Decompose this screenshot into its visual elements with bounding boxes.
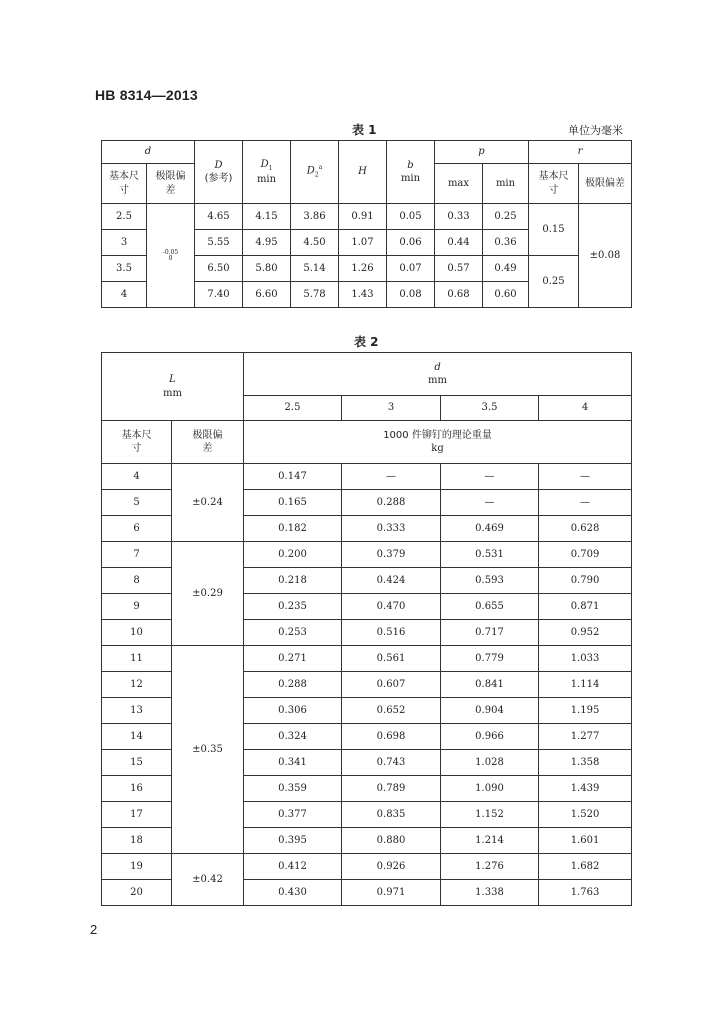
weight-cell: 0.709 (539, 542, 632, 568)
weight-cell: 0.593 (441, 568, 539, 594)
table1-unit: 单位为毫米 (568, 124, 623, 137)
weight-cell: 0.743 (342, 750, 441, 776)
length-cell: 14 (102, 724, 172, 750)
length-cell: 5 (102, 490, 172, 516)
col-p-min: min (483, 164, 529, 204)
weight-cell: 0.395 (244, 828, 342, 854)
weight-cell: 1.276 (441, 854, 539, 880)
weight-cell: 0.779 (441, 646, 539, 672)
weight-cell: 0.926 (342, 854, 441, 880)
weight-cell: 1.090 (441, 776, 539, 802)
cell: 0.08 (387, 282, 435, 308)
table2-title: 表 2 (354, 335, 379, 349)
length-cell: 10 (102, 620, 172, 646)
cell: 5.78 (291, 282, 339, 308)
cell: 1.07 (339, 230, 387, 256)
basic-size-header: 基本尺寸 (102, 421, 172, 464)
weight-cell: 1.114 (539, 672, 632, 698)
weight-cell: 0.470 (342, 594, 441, 620)
col-D1: $D_1$ min (243, 141, 291, 204)
cell: 0.44 (435, 230, 483, 256)
length-cell: 8 (102, 568, 172, 594)
length-cell: 13 (102, 698, 172, 724)
weight-cell: 1.763 (539, 880, 632, 906)
weight-cell: 0.469 (441, 516, 539, 542)
weight-cell: 0.717 (441, 620, 539, 646)
table-row (102, 542, 632, 568)
weight-cell: — (441, 490, 539, 516)
table-row (102, 646, 632, 672)
weight-cell: 0.516 (342, 620, 441, 646)
length-cell: 16 (102, 776, 172, 802)
col-d: d (102, 141, 195, 164)
weight-cell: 0.790 (539, 568, 632, 594)
cell: 5.55 (195, 230, 243, 256)
cell: 6.50 (195, 256, 243, 282)
cell: 0.68 (435, 282, 483, 308)
col-b: b min (387, 141, 435, 204)
weight-cell: 0.531 (441, 542, 539, 568)
cell: 1.43 (339, 282, 387, 308)
col-r: r (529, 141, 632, 164)
length-cell: 18 (102, 828, 172, 854)
cell: 2.5 (102, 204, 147, 230)
weight-cell: 0.628 (539, 516, 632, 542)
weight-cell: 0.200 (244, 542, 342, 568)
cell: 0.25 (483, 204, 529, 230)
weight-cell: 0.952 (539, 620, 632, 646)
col-D2: $D_2^a$ (291, 141, 339, 204)
cell: 5.80 (243, 256, 291, 282)
weight-cell: 1.520 (539, 802, 632, 828)
weight-cell: 1.028 (441, 750, 539, 776)
r-basic-2: 0.25 (529, 256, 579, 308)
table1 (101, 140, 632, 308)
d-value: 2.5 (244, 396, 342, 421)
weight-cell: 0.871 (539, 594, 632, 620)
d-value: 3 (342, 396, 441, 421)
weight-cell: 1.277 (539, 724, 632, 750)
col-p: p (435, 141, 529, 164)
cell: 0.05 (387, 204, 435, 230)
cell: 7.40 (195, 282, 243, 308)
weight-cell: 0.607 (342, 672, 441, 698)
col-d-basic: 基本尺寸 (102, 164, 147, 204)
weight-cell: 0.288 (342, 490, 441, 516)
weight-cell: — (539, 464, 632, 490)
length-cell: 7 (102, 542, 172, 568)
weight-cell: 1.195 (539, 698, 632, 724)
length-cell: 11 (102, 646, 172, 672)
length-cell: 6 (102, 516, 172, 542)
table-row (102, 204, 632, 230)
weight-cell: 1.214 (441, 828, 539, 854)
weight-cell: 0.841 (441, 672, 539, 698)
weight-cell: 0.880 (342, 828, 441, 854)
tolerance-cell: ±0.35 (172, 646, 244, 854)
weight-cell: 0.904 (441, 698, 539, 724)
cell: 3.5 (102, 256, 147, 282)
weight-cell: 0.253 (244, 620, 342, 646)
cell: 0.07 (387, 256, 435, 282)
weight-cell: — (441, 464, 539, 490)
weight-cell: 0.165 (244, 490, 342, 516)
weight-cell: 0.424 (342, 568, 441, 594)
cell: 1.26 (339, 256, 387, 282)
weight-cell: 0.182 (244, 516, 342, 542)
col-r-tol: 极限偏差 (579, 164, 632, 204)
cell: 0.36 (483, 230, 529, 256)
tolerance-cell: ±0.42 (172, 854, 244, 906)
page-number: 2 (90, 922, 98, 937)
length-cell: 9 (102, 594, 172, 620)
weight-cell: 0.655 (441, 594, 539, 620)
cell: 5.14 (291, 256, 339, 282)
L-header: L mm (102, 353, 244, 421)
length-cell: 15 (102, 750, 172, 776)
weight-cell: 1.601 (539, 828, 632, 854)
col-r-basic: 基本尺寸 (529, 164, 579, 204)
weight-cell: 1.338 (441, 880, 539, 906)
length-cell: 19 (102, 854, 172, 880)
d-value: 4 (539, 396, 632, 421)
col-D: D (参考) (195, 141, 243, 204)
length-cell: 20 (102, 880, 172, 906)
weight-cell: 0.147 (244, 464, 342, 490)
weight-cell: 0.698 (342, 724, 441, 750)
cell: 4 (102, 282, 147, 308)
cell: 0.06 (387, 230, 435, 256)
cell: 0.57 (435, 256, 483, 282)
weight-cell: 0.430 (244, 880, 342, 906)
table1-title: 表 1 (352, 123, 377, 137)
weight-cell: 0.306 (244, 698, 342, 724)
weight-cell: — (342, 464, 441, 490)
weight-cell: 0.341 (244, 750, 342, 776)
length-cell: 4 (102, 464, 172, 490)
cell: 3 (102, 230, 147, 256)
tolerance-cell: ±0.24 (172, 464, 244, 542)
cell: 4.50 (291, 230, 339, 256)
table-row (102, 464, 632, 490)
col-p-max: max (435, 164, 483, 204)
d-tolerance: -0.05 0 (147, 204, 195, 308)
weight-cell: 0.966 (441, 724, 539, 750)
weight-cell: 0.835 (342, 802, 441, 828)
r-basic-1: 0.15 (529, 204, 579, 256)
weight-cell: 0.412 (244, 854, 342, 880)
weight-cell: 0.271 (244, 646, 342, 672)
weight-cell: 0.561 (342, 646, 441, 672)
weight-cell: 0.379 (342, 542, 441, 568)
d-value: 3.5 (441, 396, 539, 421)
col-H: H (339, 141, 387, 204)
weight-cell: 0.971 (342, 880, 441, 906)
weight-cell: 0.288 (244, 672, 342, 698)
length-cell: 17 (102, 802, 172, 828)
cell: 6.60 (243, 282, 291, 308)
cell: 0.49 (483, 256, 529, 282)
weight-cell: 0.377 (244, 802, 342, 828)
weight-cell: 1.682 (539, 854, 632, 880)
col-d-tol: 极限偏差 (147, 164, 195, 204)
tolerance-cell: ±0.29 (172, 542, 244, 646)
weight-cell: 1.033 (539, 646, 632, 672)
weight-cell: 0.652 (342, 698, 441, 724)
cell: 0.60 (483, 282, 529, 308)
length-cell: 12 (102, 672, 172, 698)
document-header: HB 8314—2013 (95, 87, 198, 103)
cell: 4.65 (195, 204, 243, 230)
cell: 0.33 (435, 204, 483, 230)
weight-cell: 0.218 (244, 568, 342, 594)
weight-cell: 1.439 (539, 776, 632, 802)
d-header: d mm (244, 353, 632, 396)
cell: 4.95 (243, 230, 291, 256)
cell: 4.15 (243, 204, 291, 230)
cell: 3.86 (291, 204, 339, 230)
weight-cell: 0.333 (342, 516, 441, 542)
weight-header: 1000 件铆钉的理论重量 kg (244, 421, 632, 464)
r-tolerance: ±0.08 (579, 204, 632, 308)
weight-cell: 0.789 (342, 776, 441, 802)
tolerance-header: 极限偏差 (172, 421, 244, 464)
table2 (101, 352, 632, 906)
weight-cell: 0.359 (244, 776, 342, 802)
weight-cell: 1.152 (441, 802, 539, 828)
cell: 0.91 (339, 204, 387, 230)
table-row (102, 854, 632, 880)
weight-cell: — (539, 490, 632, 516)
weight-cell: 1.358 (539, 750, 632, 776)
weight-cell: 0.235 (244, 594, 342, 620)
weight-cell: 0.324 (244, 724, 342, 750)
